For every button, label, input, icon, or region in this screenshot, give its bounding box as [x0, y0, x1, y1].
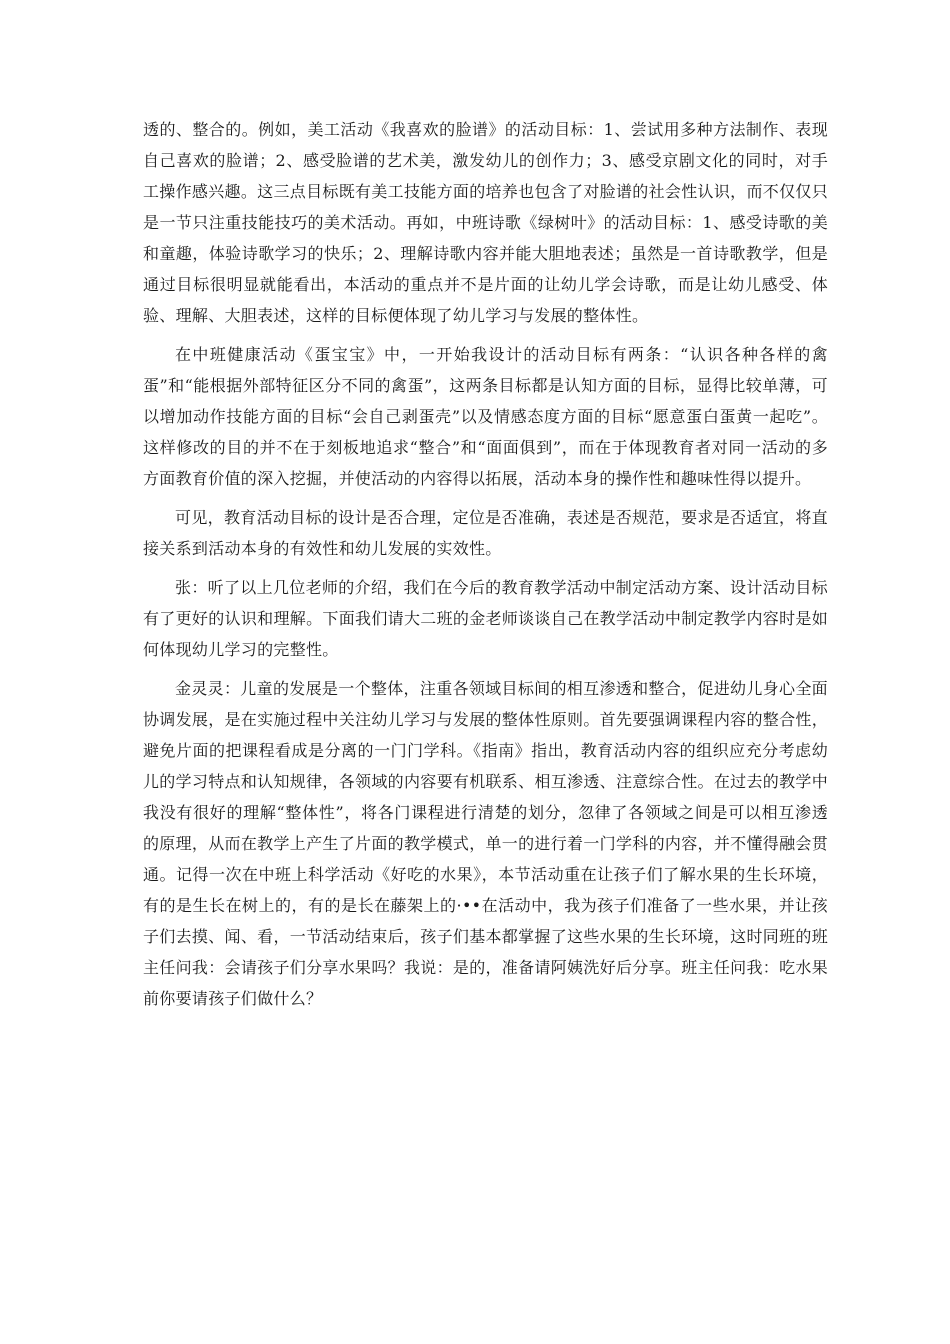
paragraph-2: 在中班健康活动《蛋宝宝》中，一开始我设计的活动目标有两条：“认识各种各样的禽蛋”和“能根据外部特征区分不同的禽蛋”，这两条目标都是认知方面的目标，显得比较单薄，可以增加动作技能方面的目标“会自己剥蛋壳”以及情感态度方面的目标“愿意蛋白蛋黄一起吃”。这样修改的目的并不在于刻板地追求“整合”和“面面俱到”，而在于体现教育者对同一活动的多方面教育价值的深入挖掘，并使活动的内容得以拓展，活动本身的操作性和趣味性得以提升。 [143, 345, 828, 488]
paragraph-1: 透的、整合的。例如，美工活动《我喜欢的脸谱》的活动目标：1、尝试用多种方法制作、表现自己喜欢的脸谱；2、感受脸谱的艺术美，激发幼儿的创作力；3、感受京剧文化的同时，对手工操作感兴趣。这三点目标既有美工技能方面的培养也包含了对脸谱的社会性认识，而不仅仅只是一节只注重技能技巧的美术活动。再如，中班诗歌《绿树叶》的活动目标：1、感受诗歌的美和童趣，体验诗歌学习的快乐；2、理解诗歌内容并能大胆地表述；虽然是一首诗歌教学，但是通过目标很明显就能看出，本活动的重点并不是片面的让幼儿学会诗歌，而是让幼儿感受、体验、理解、大胆表述，这样的目标便体现了幼儿学习与发展的整体性。 [143, 120, 828, 325]
paragraph-4: 张：听了以上几位老师的介绍，我们在今后的教育教学活动中制定活动方案、设计活动目标有了更好的认识和理解。下面我们请大二班的金老师谈谈自己在教学活动中制定教学内容时是如何体现幼儿学习的完整性。 [143, 578, 828, 659]
paragraph-3: 可见，教育活动目标的设计是否合理，定位是否准确，表述是否规范，要求是否适宜，将直接关系到活动本身的有效性和幼儿发展的实效性。 [143, 508, 828, 558]
document-body [143, 114, 828, 1022]
paragraph-5: 金灵灵：儿童的发展是一个整体，注重各领域目标间的相互渗透和整合，促进幼儿身心全面协调发展，是在实施过程中关注幼儿学习与发展的整体性原则。首先要强调课程内容的整合性，避免片面的把课程看成是分离的一门门学科。《指南》指出，教育活动内容的组织应充分考虑幼儿的学习特点和认知规律，各领域的内容要有机联系、相互渗透、注意综合性。在过去的教学中我没有很好的理解“整体性”，将各门课程进行清楚的划分，忽律了各领域之间是可以相互渗透的原理，从而在教学上产生了片面的教学模式，单一的进行着一门学科的内容，并不懂得融会贯通。记得一次在中班上科学活动《好吃的水果》，本节活动重在让孩子们了解水果的生长环境，有的是生长在树上的，有的是长在藤架上的·••在活动中，我为孩子们准备了一些水果，并让孩子们去摸、闻、看，一节活动结束后，孩子们基本都掌握了这些水果的生长环境，这时同班的班主任问我：会请孩子们分享水果吗？我说：是的，准备请阿姨洗好后分享。班主任问我：吃水果前你要请孩子们做什么？ [143, 679, 828, 1008]
